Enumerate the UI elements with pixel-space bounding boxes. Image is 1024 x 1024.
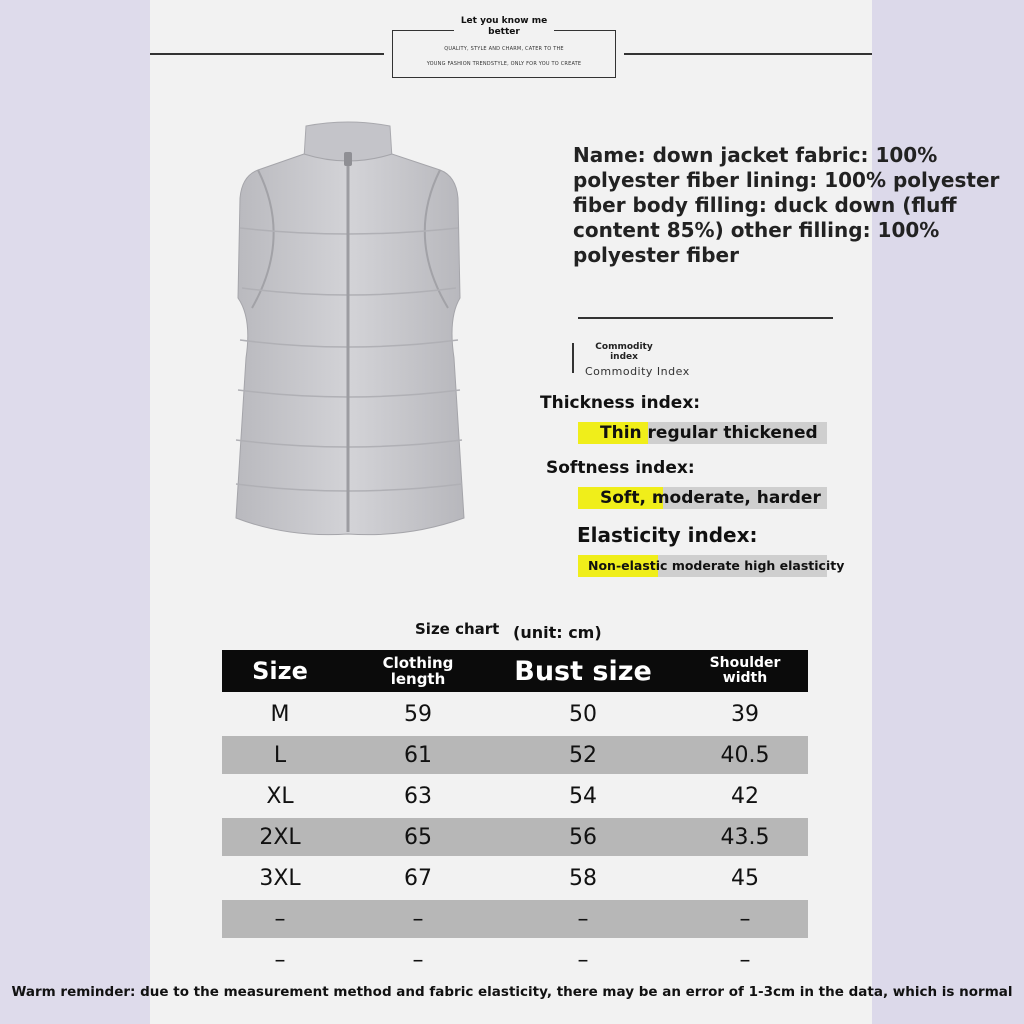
cell-bust-size: 56 [569, 825, 597, 850]
cell-clothing-length: – [412, 907, 424, 932]
table-row [222, 818, 808, 856]
table-row [222, 736, 808, 774]
cell-shoulder-width: – [739, 907, 751, 932]
header-sub-line-2: YOUNG FASHION TRENDSTYLE, ONLY FOR YOU TO CREATE [426, 61, 582, 67]
elasticity-rest-label: moderate high elasticity [671, 558, 845, 573]
table-row [222, 777, 808, 815]
thickness-label: Thickness index: [540, 393, 701, 413]
section-rule [578, 317, 833, 319]
left-background [0, 0, 150, 1024]
cell-clothing-length: 65 [404, 825, 432, 850]
cell-bust-size: – [577, 948, 589, 973]
cell-bust-size: 50 [569, 702, 597, 727]
cell-shoulder-width: 43.5 [720, 825, 770, 850]
elasticity-label: Elasticity index: [577, 523, 758, 547]
cell-clothing-length: 63 [404, 784, 432, 809]
commodity-index-subtitle: Commodity Index [585, 365, 690, 378]
header-size: Size [252, 657, 308, 685]
thickness-scale-text: Thin regular thickened [600, 423, 818, 443]
header-sub-line-1: QUALITY, STYLE AND CHARM, CATER TO THE [444, 46, 564, 52]
cell-bust-size: 58 [569, 866, 597, 891]
commodity-index-marker [572, 343, 574, 373]
header-rule-right [624, 53, 872, 55]
table-row [222, 941, 808, 979]
cell-size: L [273, 743, 287, 768]
warm-reminder: Warm reminder: due to the measurement method and fabric elasticity, there may be an error of 1-3cm in the data, which is normal [11, 984, 1013, 1000]
cell-bust-size: – [577, 907, 589, 932]
header-rule-left [150, 53, 384, 55]
header-bust-size: Bust size [514, 655, 652, 687]
cell-shoulder-width: 45 [731, 866, 759, 891]
cell-clothing-length: 59 [404, 702, 432, 727]
product-description: Name: down jacket fabric: 100% polyester fiber lining: 100% polyester fiber body filling: duck down (fluff content 85%) other filling: 100% polyester fiber [573, 143, 1000, 267]
softness-label: Softness index: [546, 458, 695, 478]
header-title: Let you know me better [454, 16, 554, 38]
cell-clothing-length: 67 [404, 866, 432, 891]
size-chart-title: Size chart [415, 620, 500, 638]
cell-size: M [270, 702, 290, 727]
cell-clothing-length: 61 [404, 743, 432, 768]
cell-size: 2XL [259, 825, 301, 850]
cell-bust-size: 52 [569, 743, 597, 768]
elasticity-scale [578, 555, 845, 577]
cell-size: 3XL [259, 866, 301, 891]
cell-bust-size: 54 [569, 784, 597, 809]
header-shoulder-width: Shoulder width [709, 655, 781, 686]
softness-scale-text: Soft, moderate, harder [600, 488, 821, 508]
cell-size: – [274, 948, 286, 973]
thickness-scale [578, 422, 827, 444]
size-table-header [222, 650, 808, 692]
cell-size: – [274, 907, 286, 932]
table-row [222, 900, 808, 938]
cell-shoulder-width: 39 [731, 702, 759, 727]
softness-scale [578, 487, 827, 509]
table-row [222, 695, 808, 733]
table-row [222, 859, 808, 897]
header-clothing-length: Clothing length [382, 654, 454, 688]
cell-shoulder-width: – [739, 948, 751, 973]
size-chart-unit: (unit: cm) [513, 623, 602, 642]
vest-illustration [228, 118, 468, 538]
elasticity-scale-text [588, 555, 844, 577]
cell-size: XL [266, 784, 294, 809]
commodity-index-title: Commodity index [595, 342, 653, 362]
cell-clothing-length: – [412, 948, 424, 973]
cell-shoulder-width: 42 [731, 784, 759, 809]
cell-shoulder-width: 40.5 [720, 743, 770, 768]
elasticity-low-label: Non-elastic [588, 558, 668, 573]
